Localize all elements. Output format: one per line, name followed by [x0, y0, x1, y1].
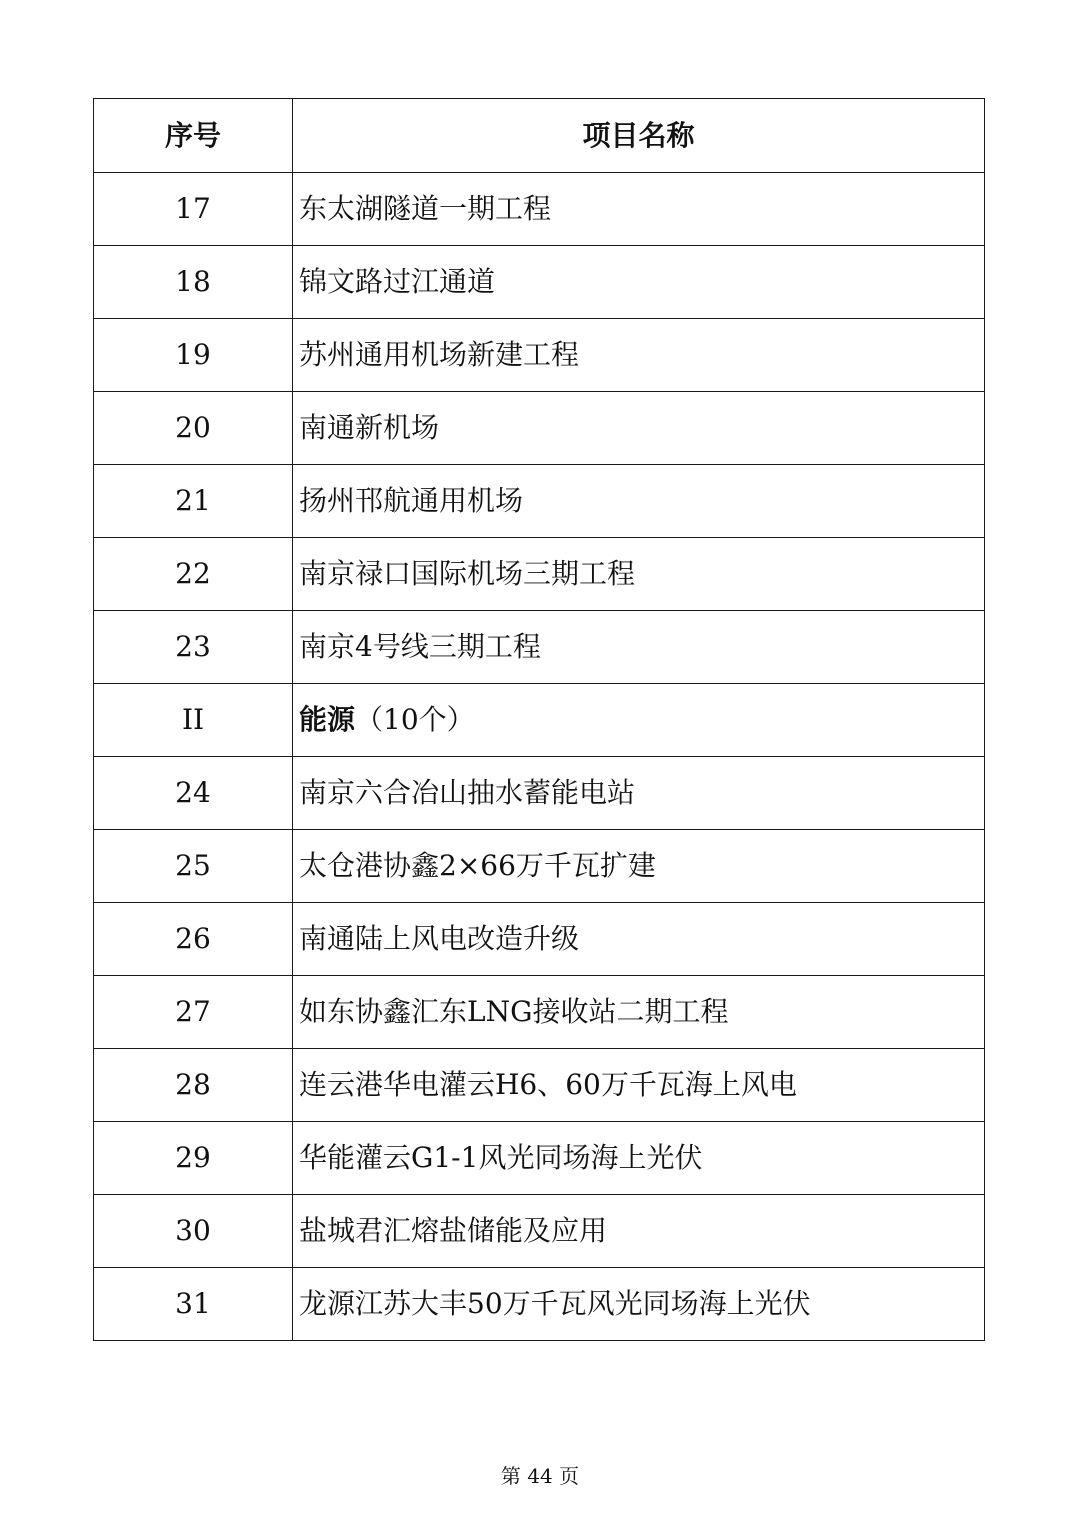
- table-row: [94, 1268, 985, 1341]
- row-seq: 27: [94, 976, 293, 1049]
- table-row: [94, 1195, 985, 1268]
- table-row: [94, 392, 985, 465]
- table-row: [94, 611, 985, 684]
- table-row: [94, 246, 985, 319]
- row-seq: 22: [94, 538, 293, 611]
- category-seq: II: [94, 684, 293, 757]
- header-seq: 序号: [94, 99, 293, 173]
- row-name: 南通陆上风电改造升级: [293, 903, 985, 976]
- row-name: 如东协鑫汇东LNG接收站二期工程: [293, 976, 985, 1049]
- row-seq: 24: [94, 757, 293, 830]
- row-name: 太仓港协鑫2×66万千瓦扩建: [293, 830, 985, 903]
- table-row: [94, 903, 985, 976]
- row-seq: 17: [94, 173, 293, 246]
- row-name: 东太湖隧道一期工程: [293, 173, 985, 246]
- row-name: 扬州邗航通用机场: [293, 465, 985, 538]
- category-title: [293, 684, 985, 757]
- table-row: [94, 173, 985, 246]
- project-table: [93, 98, 985, 1341]
- row-name: 连云港华电灌云H6、60万千瓦海上风电: [293, 1049, 985, 1122]
- header-name: 项目名称: [293, 99, 985, 173]
- row-seq: 25: [94, 830, 293, 903]
- row-name: 南京禄口国际机场三期工程: [293, 538, 985, 611]
- row-seq: 21: [94, 465, 293, 538]
- row-name: 华能灌云G1-1风光同场海上光伏: [293, 1122, 985, 1195]
- row-seq: 31: [94, 1268, 293, 1341]
- table-header-row: [94, 99, 985, 173]
- category-count: （10个）: [355, 703, 475, 737]
- row-name: 南通新机场: [293, 392, 985, 465]
- row-seq: 23: [94, 611, 293, 684]
- row-name: 龙源江苏大丰50万千瓦风光同场海上光伏: [293, 1268, 985, 1341]
- table-row: [94, 830, 985, 903]
- row-seq: 20: [94, 392, 293, 465]
- table-row: [94, 319, 985, 392]
- table-row: [94, 465, 985, 538]
- table-row: [94, 538, 985, 611]
- row-name: 盐城君汇熔盐储能及应用: [293, 1195, 985, 1268]
- row-name: 锦文路过江通道: [293, 246, 985, 319]
- table-row: [94, 757, 985, 830]
- category-row: [94, 684, 985, 757]
- row-name: 苏州通用机场新建工程: [293, 319, 985, 392]
- row-seq: 30: [94, 1195, 293, 1268]
- page-number: 第 44 页: [500, 1464, 580, 1488]
- table-row: [94, 976, 985, 1049]
- row-name: 南京六合冶山抽水蓄能电站: [293, 757, 985, 830]
- table-row: [94, 1122, 985, 1195]
- row-seq: 18: [94, 246, 293, 319]
- row-seq: 19: [94, 319, 293, 392]
- row-name: 南京4号线三期工程: [293, 611, 985, 684]
- category-label: 能源: [299, 703, 356, 737]
- row-seq: 26: [94, 903, 293, 976]
- row-seq: 29: [94, 1122, 293, 1195]
- table-row: [94, 1049, 985, 1122]
- row-seq: 28: [94, 1049, 293, 1122]
